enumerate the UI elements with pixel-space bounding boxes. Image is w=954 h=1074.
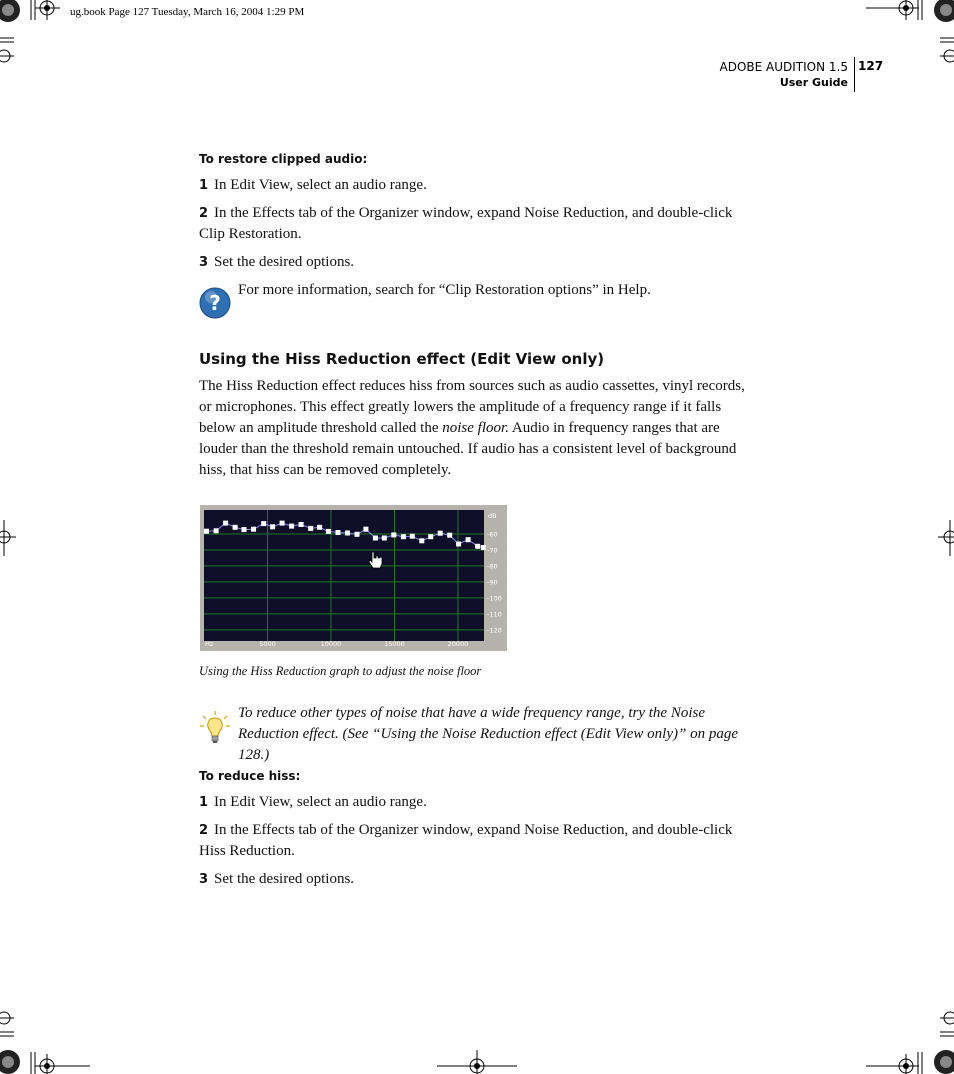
paragraph-text-1: The Hiss Reduction effect reduces hiss from sources such as audio cassettes, vinyl records, or microphones. This effect greatly lowers the amplitude of a frequency range if it falls below an amplitude threshold called the [199, 378, 745, 436]
y-tick-label: -60 [487, 530, 498, 539]
paragraph-text-2: Audio in frequency ranges that are louder than the threshold remain untouched. If audio has a consistent level of background hiss, that hiss can be removed completely. [199, 420, 737, 478]
y-axis-label: dB [488, 512, 497, 520]
step-3 [199, 869, 755, 890]
step-3 [199, 252, 755, 273]
step-text: In Edit View, select an audio range. [214, 177, 427, 193]
y-tick-label: -90 [487, 578, 498, 587]
hiss-reduction-graph [200, 505, 507, 651]
step-2 [199, 820, 755, 862]
step-1 [199, 175, 755, 196]
step-text: Set the desired options. [214, 254, 355, 270]
noise-floor-point [401, 534, 406, 539]
noise-floor-point [475, 544, 480, 549]
y-tick-label: -70 [487, 546, 498, 555]
noise-floor-point [438, 531, 443, 536]
running-head-product: ADOBE AUDITION 1.5 [719, 60, 848, 74]
noise-floor-point [326, 529, 331, 534]
help-note: For more information, search for “Clip Restoration options” in Help. [238, 282, 651, 298]
noise-floor-point [261, 521, 266, 526]
y-tick-label: -120 [487, 626, 502, 635]
step-1 [199, 792, 755, 813]
running-head-rule [854, 57, 855, 92]
page-number: 127 [858, 59, 884, 73]
x-axis-label: Hz [205, 640, 214, 648]
noise-floor-point [345, 531, 350, 536]
procedure-title-restore-clipped: To restore clipped audio: [199, 152, 368, 166]
x-tick-label: 10000 [320, 640, 342, 648]
term-noise-floor: noise floor. [442, 420, 509, 436]
noise-floor-point [214, 528, 219, 533]
noise-floor-point [481, 545, 486, 550]
help-icon [199, 287, 231, 319]
noise-floor-point [317, 525, 322, 530]
step-text: In the Effects tab of the Organizer window, expand Noise Reduction, and double-click Hiss Reduction. [199, 822, 733, 859]
svg-text:?: ? [209, 291, 221, 315]
noise-floor-point [363, 527, 368, 532]
step-number: 3 [199, 255, 209, 270]
step-number: 1 [199, 178, 209, 193]
noise-floor-point [428, 534, 433, 539]
noise-floor-point [251, 527, 256, 532]
noise-floor-point [233, 525, 238, 530]
section-heading: Using the Hiss Reduction effect (Edit View only) [199, 350, 605, 368]
lightbulb-icon [199, 710, 231, 746]
noise-floor-point [242, 527, 247, 532]
noise-floor-point [308, 526, 313, 531]
step-text: In the Effects tab of the Organizer window, expand Noise Reduction, and double-click Clip Restoration. [199, 205, 733, 242]
print-header: ug.book Page 127 Tuesday, March 16, 2004 1:29 PM [70, 6, 305, 18]
noise-floor-point [410, 534, 415, 539]
noise-floor-point [419, 538, 424, 543]
step-text: In Edit View, select an audio range. [214, 794, 427, 810]
tip-note: To reduce other types of noise that have a wide frequency range, try the Noise Reduction effect. (See “Using the Noise Reduction effect (Edit View only)” on page 128.) [238, 705, 739, 763]
noise-floor-point [391, 532, 396, 537]
noise-floor-point [355, 532, 360, 537]
noise-floor-point [447, 533, 452, 538]
noise-floor-point [382, 536, 387, 541]
step-number: 2 [199, 823, 209, 838]
noise-floor-point [299, 522, 304, 527]
body-paragraph [199, 376, 755, 481]
step-text: Set the desired options. [214, 871, 355, 887]
noise-floor-point [456, 542, 461, 547]
running-head-guide: User Guide [779, 76, 848, 89]
noise-floor-point [223, 521, 228, 526]
procedure-title-reduce-hiss: To reduce hiss: [199, 769, 301, 783]
noise-floor-point [280, 521, 285, 526]
x-tick-label: 20000 [447, 640, 469, 648]
step-number: 2 [199, 206, 209, 221]
x-tick-label: 5000 [259, 640, 276, 648]
step-number: 1 [199, 795, 209, 810]
running-head [720, 59, 848, 91]
y-tick-label: -80 [487, 562, 498, 571]
step-2 [199, 203, 755, 245]
noise-floor-point [204, 529, 209, 534]
noise-floor-point [270, 524, 275, 529]
noise-floor-point [289, 524, 294, 529]
x-tick-label: 15000 [384, 640, 405, 648]
y-tick-label: -110 [487, 610, 502, 619]
figure-caption: Using the Hiss Reduction graph to adjust the noise floor [199, 664, 482, 678]
noise-floor-point [336, 530, 341, 535]
y-tick-label: -100 [487, 594, 502, 603]
noise-floor-point [466, 537, 471, 542]
noise-floor-point [373, 536, 378, 541]
step-number: 3 [199, 872, 209, 887]
